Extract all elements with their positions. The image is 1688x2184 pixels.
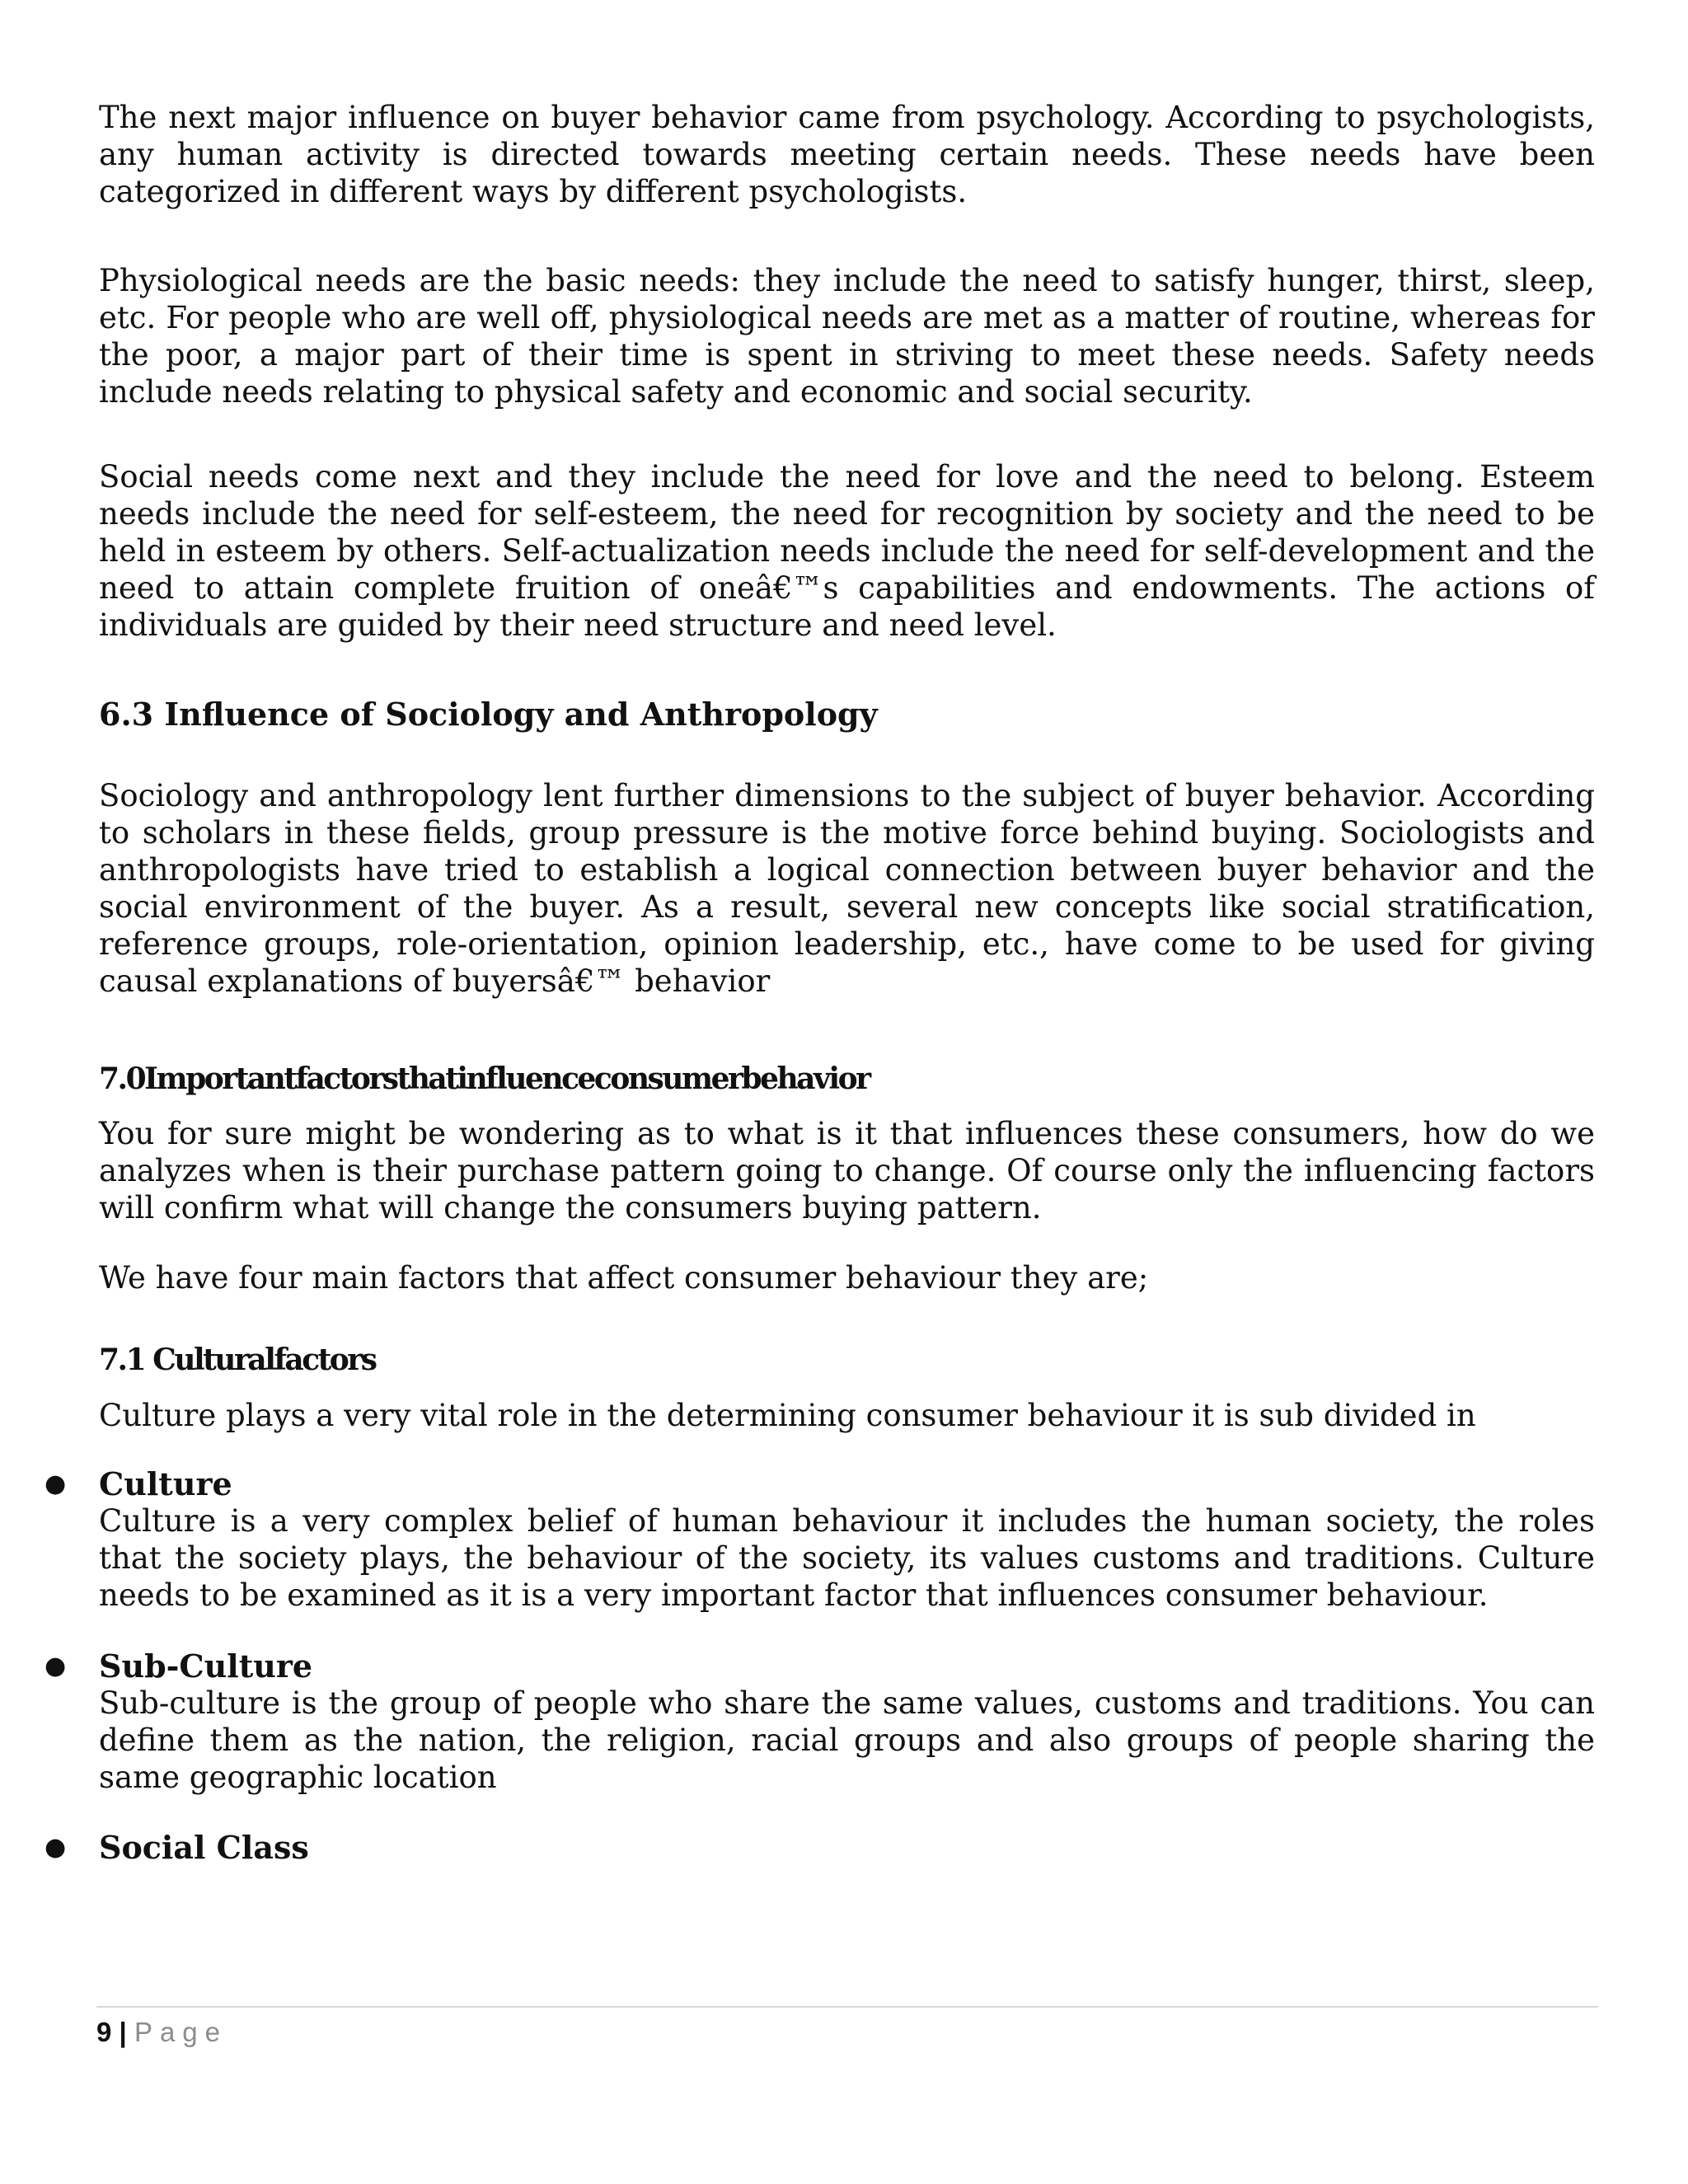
- page-footer: [96, 2006, 1598, 2050]
- paragraph-influencing-factors: You for sure might be wondering as to what is it that influences these consumers, how do we analyzes when is their purchase pattern going to change. Of course only the influencing factors will confirm what will change the consumers buying pattern.: [99, 1116, 1595, 1226]
- page-number: 9: [96, 2017, 112, 2047]
- bullet-title: Sub-Culture: [99, 1647, 313, 1685]
- bullet-icon: ●: [45, 1469, 67, 1498]
- bullet-icon: ●: [45, 1652, 67, 1680]
- paragraph-sociology-anthropology: Sociology and anthropology lent further dimensions to the subject of buyer behavior. According to scholars in these fields, group pressure is the motive force behind buying. Sociologists and anthropologists have tried to establish a logical connection between buyer behavior and the social environment of the buyer. As a result, several new concepts like social stratification, reference groups, role-orientation, opinion leadership, etc., have come to be used for giving causal explanations of buyersâ€™ behavior: [99, 778, 1595, 999]
- footer-separator: |: [119, 2017, 127, 2047]
- bullet-item-social-class: [45, 1829, 1595, 1866]
- bullet-text: Sub-culture is the group of people who share the same values, customs and traditions. You can define them as the nation, the religion, racial groups and also groups of people sharing the same geographic location: [99, 1685, 1595, 1795]
- bullet-icon: ●: [45, 1833, 67, 1862]
- section-heading-7-1: 7.1 Culturalfactors: [99, 1343, 376, 1377]
- paragraph-physiological-needs: Physiological needs are the basic needs: they include the need to satisfy hunger, thirst, sleep, etc. For people who are well off, physiological needs are met as a matter of routine, whereas for the poor, a major part of their time is spent in striving to meet these needs. Safety needs include needs relating to physical safety and economic and social security.: [99, 263, 1595, 410]
- paragraph-psychology-intro: The next major influence on buyer behavior came from psychology. According to psychologists, any human activity is directed towards meeting certain needs. These needs have been categorized in different ways by different psychologists.: [99, 100, 1595, 209]
- paragraph-four-factors: We have four main factors that affect consumer behaviour they are;: [99, 1260, 1149, 1296]
- bullet-text: Culture is a very complex belief of human behaviour it includes the human society, the roles that the society plays, the behaviour of the society, its values customs and traditions. Culture needs to be examined as it is a very important factor that influences consumer behaviour.: [99, 1503, 1595, 1613]
- page-label: Page: [134, 2017, 228, 2047]
- paragraph-social-needs: Social needs come next and they include the need for love and the need to belong. Esteem needs include the need for self-esteem, the need for recognition by society and the need to be held in esteem by others. Self-actualization needs include the need for self-development and the need to attain complete fruition of oneâ€™s capabilities and endowments. The actions of individuals are guided by their need structure and need level.: [99, 459, 1595, 643]
- bullet-title: Culture: [99, 1465, 232, 1502]
- bullet-title: Social Class: [99, 1829, 309, 1866]
- section-heading-7-0: 7.0Importantfactorsthatinfluenceconsumerbehavior: [99, 1062, 870, 1096]
- paragraph-culture-role: Culture plays a very vital role in the determining consumer behaviour it is sub divided in: [99, 1398, 1476, 1433]
- bullet-item-culture: [45, 1465, 1595, 1614]
- section-heading-6-3: 6.3 Influence of Sociology and Anthropology: [99, 696, 878, 733]
- document-page: [45, 99, 1595, 1866]
- bullet-item-sub-culture: [45, 1647, 1595, 1796]
